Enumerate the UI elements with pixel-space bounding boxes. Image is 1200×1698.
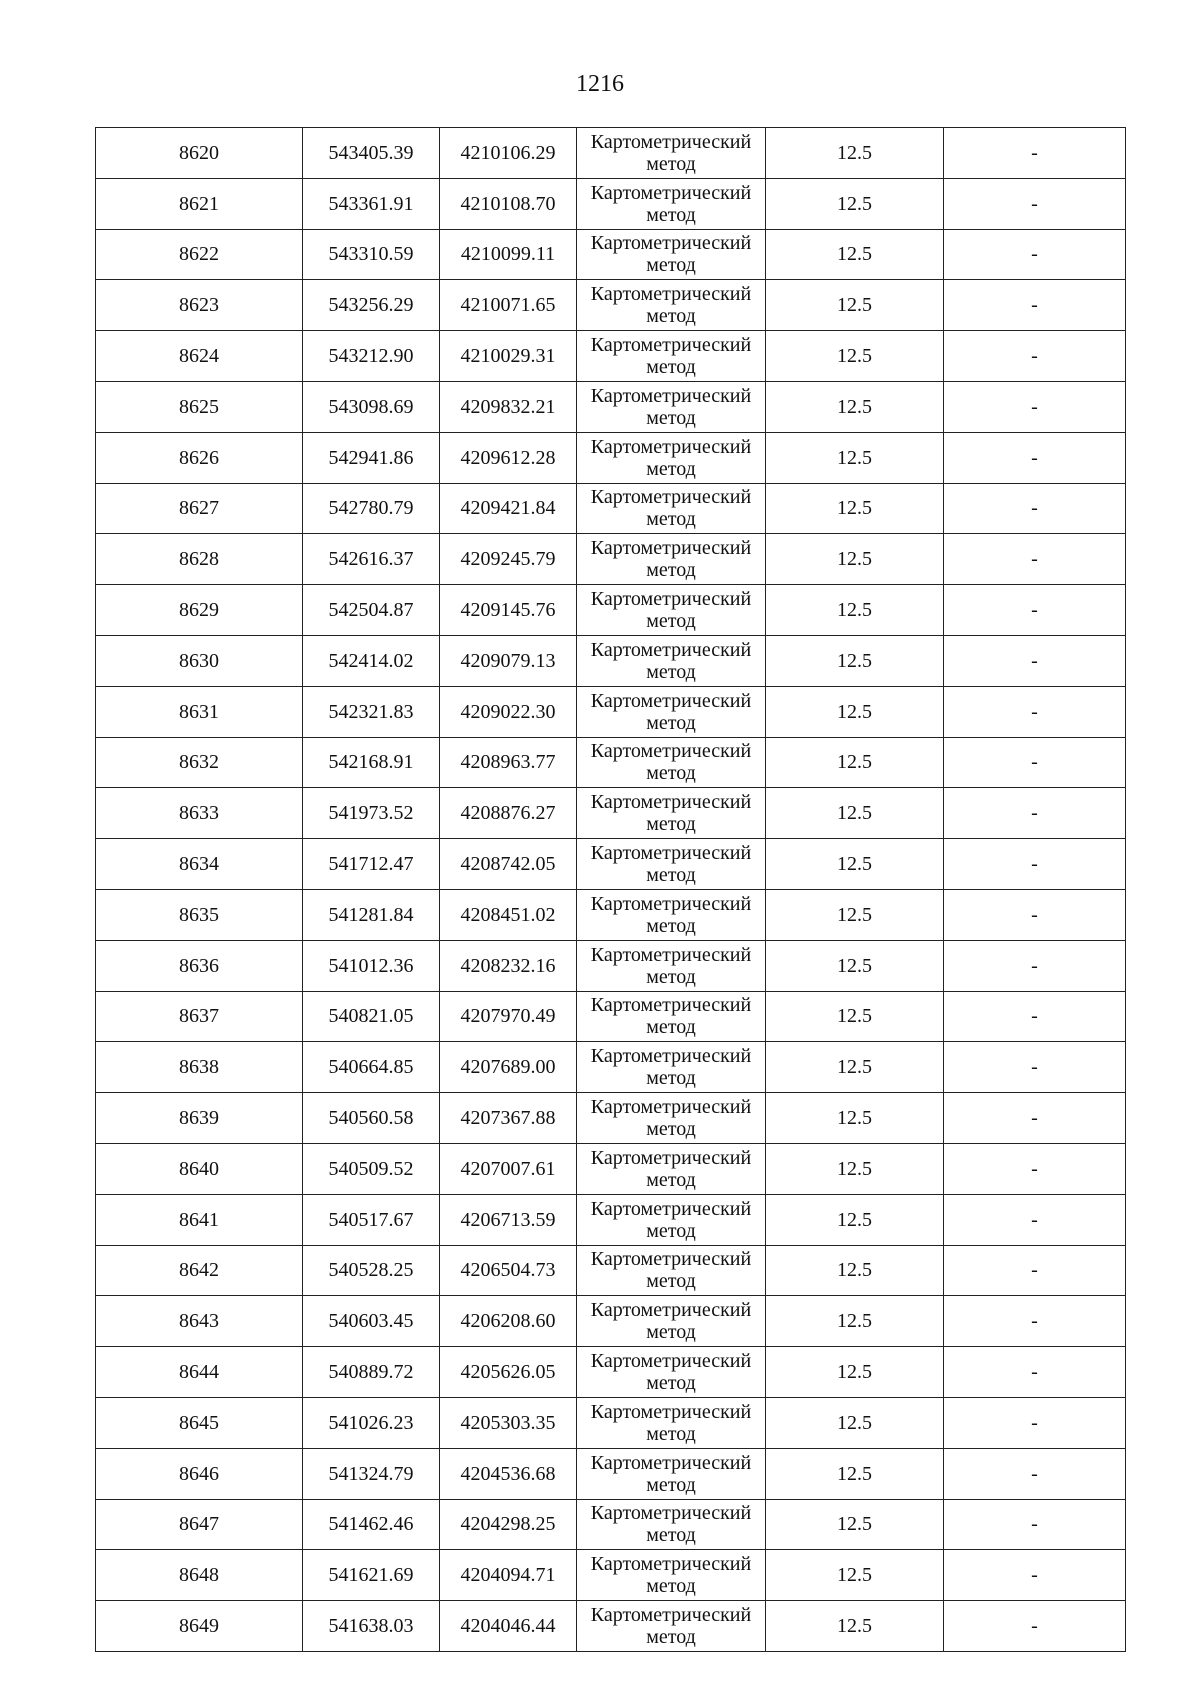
point-number-cell: 8649 <box>96 1601 303 1652</box>
method-line-1: Картометрический <box>590 1350 752 1373</box>
y-coordinate-cell: 4208876.27 <box>440 788 577 839</box>
method-line-2: метод <box>646 1016 696 1039</box>
method-line-1: Картометрический <box>590 334 752 357</box>
accuracy-cell: 12.5 <box>766 432 944 483</box>
y-coordinate-cell: 4207367.88 <box>440 1093 577 1144</box>
method-cell <box>577 1194 766 1245</box>
accuracy-cell: 12.5 <box>766 534 944 585</box>
accuracy-cell: 12.5 <box>766 1499 944 1550</box>
method-cell <box>577 788 766 839</box>
table-row <box>96 686 1126 737</box>
y-coordinate-cell: 4210106.29 <box>440 128 577 179</box>
x-coordinate-cell: 542321.83 <box>303 686 440 737</box>
method-line-2: метод <box>646 1321 696 1344</box>
table-row <box>96 940 1126 991</box>
accuracy-cell: 12.5 <box>766 737 944 788</box>
accuracy-cell: 12.5 <box>766 1245 944 1296</box>
method-line-2: метод <box>646 1473 696 1496</box>
table-row <box>96 1296 1126 1347</box>
method-cell <box>577 432 766 483</box>
accuracy-cell: 12.5 <box>766 1143 944 1194</box>
note-cell: - <box>944 331 1126 382</box>
note-cell: - <box>944 381 1126 432</box>
method-cell <box>577 1397 766 1448</box>
point-number-cell: 8624 <box>96 331 303 382</box>
table-row <box>96 635 1126 686</box>
x-coordinate-cell: 543098.69 <box>303 381 440 432</box>
table-row <box>96 331 1126 382</box>
table-row <box>96 1448 1126 1499</box>
x-coordinate-cell: 542616.37 <box>303 534 440 585</box>
method-line-1: Картометрический <box>590 892 752 915</box>
y-coordinate-cell: 4207007.61 <box>440 1143 577 1194</box>
table-body <box>96 128 1126 1652</box>
note-cell: - <box>944 889 1126 940</box>
method-cell <box>577 1347 766 1398</box>
method-line-1: Картометрический <box>590 232 752 255</box>
y-coordinate-cell: 4206713.59 <box>440 1194 577 1245</box>
method-line-1: Картометрический <box>590 638 752 661</box>
method-line-2: метод <box>646 406 696 429</box>
method-cell <box>577 1143 766 1194</box>
x-coordinate-cell: 540528.25 <box>303 1245 440 1296</box>
method-line-1: Картометрический <box>590 1248 752 1271</box>
method-cell <box>577 1601 766 1652</box>
point-number-cell: 8622 <box>96 229 303 280</box>
point-number-cell: 8643 <box>96 1296 303 1347</box>
y-coordinate-cell: 4208451.02 <box>440 889 577 940</box>
y-coordinate-cell: 4209145.76 <box>440 585 577 636</box>
method-cell <box>577 1499 766 1550</box>
y-coordinate-cell: 4209421.84 <box>440 483 577 534</box>
method-line-2: метод <box>646 965 696 988</box>
y-coordinate-cell: 4208963.77 <box>440 737 577 788</box>
method-cell <box>577 839 766 890</box>
method-line-1: Картометрический <box>590 1299 752 1322</box>
x-coordinate-cell: 543310.59 <box>303 229 440 280</box>
y-coordinate-cell: 4209079.13 <box>440 635 577 686</box>
note-cell: - <box>944 178 1126 229</box>
method-line-2: метод <box>646 1219 696 1242</box>
method-cell <box>577 280 766 331</box>
table-row <box>96 889 1126 940</box>
accuracy-cell: 12.5 <box>766 1042 944 1093</box>
accuracy-cell: 12.5 <box>766 1601 944 1652</box>
method-cell <box>577 381 766 432</box>
table-row <box>96 737 1126 788</box>
y-coordinate-cell: 4209245.79 <box>440 534 577 585</box>
table-row <box>96 432 1126 483</box>
note-cell: - <box>944 1550 1126 1601</box>
y-coordinate-cell: 4210029.31 <box>440 331 577 382</box>
note-cell: - <box>944 1499 1126 1550</box>
method-line-1: Картометрический <box>590 435 752 458</box>
method-cell <box>577 128 766 179</box>
method-line-1: Картометрический <box>590 130 752 153</box>
y-coordinate-cell: 4208742.05 <box>440 839 577 890</box>
method-line-2: метод <box>646 203 696 226</box>
method-line-1: Картометрический <box>590 842 752 865</box>
point-number-cell: 8635 <box>96 889 303 940</box>
point-number-cell: 8629 <box>96 585 303 636</box>
y-coordinate-cell: 4206504.73 <box>440 1245 577 1296</box>
method-line-1: Картометрический <box>590 283 752 306</box>
table-row <box>96 1042 1126 1093</box>
y-coordinate-cell: 4207970.49 <box>440 991 577 1042</box>
method-cell <box>577 1448 766 1499</box>
table-row <box>96 839 1126 890</box>
x-coordinate-cell: 542168.91 <box>303 737 440 788</box>
accuracy-cell: 12.5 <box>766 1093 944 1144</box>
table-row <box>96 178 1126 229</box>
method-line-1: Картометрический <box>590 740 752 763</box>
table-row <box>96 788 1126 839</box>
table-row <box>96 1245 1126 1296</box>
x-coordinate-cell: 541324.79 <box>303 1448 440 1499</box>
method-line-2: метод <box>646 1270 696 1293</box>
method-cell <box>577 534 766 585</box>
table-row <box>96 1093 1126 1144</box>
method-line-2: метод <box>646 711 696 734</box>
method-line-1: Картометрический <box>590 689 752 712</box>
y-coordinate-cell: 4204298.25 <box>440 1499 577 1550</box>
method-cell <box>577 483 766 534</box>
point-number-cell: 8625 <box>96 381 303 432</box>
note-cell: - <box>944 1448 1126 1499</box>
point-number-cell: 8620 <box>96 128 303 179</box>
accuracy-cell: 12.5 <box>766 229 944 280</box>
x-coordinate-cell: 540509.52 <box>303 1143 440 1194</box>
method-line-1: Картометрический <box>590 486 752 509</box>
point-number-cell: 8648 <box>96 1550 303 1601</box>
method-cell <box>577 737 766 788</box>
method-cell <box>577 178 766 229</box>
note-cell: - <box>944 128 1126 179</box>
point-number-cell: 8632 <box>96 737 303 788</box>
table-row <box>96 280 1126 331</box>
y-coordinate-cell: 4209612.28 <box>440 432 577 483</box>
method-line-1: Картометрический <box>590 1553 752 1576</box>
table-row <box>96 1499 1126 1550</box>
x-coordinate-cell: 540664.85 <box>303 1042 440 1093</box>
accuracy-cell: 12.5 <box>766 483 944 534</box>
method-cell <box>577 1296 766 1347</box>
table-row <box>96 1143 1126 1194</box>
note-cell: - <box>944 1601 1126 1652</box>
accuracy-cell: 12.5 <box>766 889 944 940</box>
y-coordinate-cell: 4204094.71 <box>440 1550 577 1601</box>
x-coordinate-cell: 543361.91 <box>303 178 440 229</box>
point-number-cell: 8636 <box>96 940 303 991</box>
accuracy-cell: 12.5 <box>766 178 944 229</box>
note-cell: - <box>944 788 1126 839</box>
method-cell <box>577 889 766 940</box>
accuracy-cell: 12.5 <box>766 1347 944 1398</box>
table-row <box>96 534 1126 585</box>
table-row <box>96 128 1126 179</box>
method-line-2: метод <box>646 254 696 277</box>
accuracy-cell: 12.5 <box>766 128 944 179</box>
accuracy-cell: 12.5 <box>766 1296 944 1347</box>
x-coordinate-cell: 542941.86 <box>303 432 440 483</box>
method-line-2: метод <box>646 1168 696 1191</box>
x-coordinate-cell: 540560.58 <box>303 1093 440 1144</box>
y-coordinate-cell: 4204046.44 <box>440 1601 577 1652</box>
accuracy-cell: 12.5 <box>766 940 944 991</box>
accuracy-cell: 12.5 <box>766 788 944 839</box>
table-row <box>96 585 1126 636</box>
y-coordinate-cell: 4205303.35 <box>440 1397 577 1448</box>
note-cell: - <box>944 483 1126 534</box>
method-line-1: Картометрический <box>590 1451 752 1474</box>
x-coordinate-cell: 542780.79 <box>303 483 440 534</box>
method-line-1: Картометрический <box>590 994 752 1017</box>
table-row <box>96 229 1126 280</box>
y-coordinate-cell: 4204536.68 <box>440 1448 577 1499</box>
note-cell: - <box>944 1296 1126 1347</box>
x-coordinate-cell: 540821.05 <box>303 991 440 1042</box>
method-line-1: Картометрический <box>590 181 752 204</box>
method-line-2: метод <box>646 864 696 887</box>
y-coordinate-cell: 4208232.16 <box>440 940 577 991</box>
method-cell <box>577 991 766 1042</box>
method-line-2: метод <box>646 660 696 683</box>
note-cell: - <box>944 432 1126 483</box>
method-line-2: метод <box>646 914 696 937</box>
x-coordinate-cell: 541281.84 <box>303 889 440 940</box>
method-cell <box>577 331 766 382</box>
table-row <box>96 1601 1126 1652</box>
accuracy-cell: 12.5 <box>766 1448 944 1499</box>
method-line-2: метод <box>646 1524 696 1547</box>
note-cell: - <box>944 1042 1126 1093</box>
x-coordinate-cell: 540603.45 <box>303 1296 440 1347</box>
point-number-cell: 8640 <box>96 1143 303 1194</box>
x-coordinate-cell: 541973.52 <box>303 788 440 839</box>
note-cell: - <box>944 1093 1126 1144</box>
point-number-cell: 8623 <box>96 280 303 331</box>
y-coordinate-cell: 4210108.70 <box>440 178 577 229</box>
method-line-1: Картометрический <box>590 791 752 814</box>
note-cell: - <box>944 940 1126 991</box>
x-coordinate-cell: 543212.90 <box>303 331 440 382</box>
y-coordinate-cell: 4207689.00 <box>440 1042 577 1093</box>
x-coordinate-cell: 541026.23 <box>303 1397 440 1448</box>
method-line-2: метод <box>646 305 696 328</box>
y-coordinate-cell: 4210099.11 <box>440 229 577 280</box>
y-coordinate-cell: 4206208.60 <box>440 1296 577 1347</box>
accuracy-cell: 12.5 <box>766 1550 944 1601</box>
method-line-2: метод <box>646 1372 696 1395</box>
method-line-2: метод <box>646 457 696 480</box>
method-line-2: метод <box>646 813 696 836</box>
accuracy-cell: 12.5 <box>766 1397 944 1448</box>
accuracy-cell: 12.5 <box>766 991 944 1042</box>
point-number-cell: 8647 <box>96 1499 303 1550</box>
note-cell: - <box>944 280 1126 331</box>
method-cell <box>577 1042 766 1093</box>
method-line-1: Картометрический <box>590 1096 752 1119</box>
method-line-2: метод <box>646 1067 696 1090</box>
note-cell: - <box>944 635 1126 686</box>
x-coordinate-cell: 542414.02 <box>303 635 440 686</box>
method-cell <box>577 686 766 737</box>
method-line-2: метод <box>646 1575 696 1598</box>
point-number-cell: 8633 <box>96 788 303 839</box>
x-coordinate-cell: 543405.39 <box>303 128 440 179</box>
method-line-2: метод <box>646 356 696 379</box>
point-number-cell: 8631 <box>96 686 303 737</box>
x-coordinate-cell: 540517.67 <box>303 1194 440 1245</box>
point-number-cell: 8626 <box>96 432 303 483</box>
x-coordinate-cell: 541638.03 <box>303 1601 440 1652</box>
method-cell <box>577 635 766 686</box>
method-line-1: Картометрический <box>590 1045 752 1068</box>
accuracy-cell: 12.5 <box>766 585 944 636</box>
method-line-1: Картометрический <box>590 1146 752 1169</box>
point-number-cell: 8642 <box>96 1245 303 1296</box>
table-row <box>96 1347 1126 1398</box>
point-number-cell: 8638 <box>96 1042 303 1093</box>
point-number-cell: 8637 <box>96 991 303 1042</box>
y-coordinate-cell: 4205626.05 <box>440 1347 577 1398</box>
x-coordinate-cell: 541621.69 <box>303 1550 440 1601</box>
method-line-1: Картометрический <box>590 384 752 407</box>
note-cell: - <box>944 534 1126 585</box>
note-cell: - <box>944 737 1126 788</box>
method-line-1: Картометрический <box>590 943 752 966</box>
table-row <box>96 483 1126 534</box>
method-line-2: метод <box>646 1422 696 1445</box>
table-row <box>96 381 1126 432</box>
method-line-1: Картометрический <box>590 1400 752 1423</box>
x-coordinate-cell: 541712.47 <box>303 839 440 890</box>
method-line-1: Картометрический <box>590 1604 752 1626</box>
page-number: 1216 <box>576 71 624 97</box>
point-number-cell: 8634 <box>96 839 303 890</box>
accuracy-cell: 12.5 <box>766 280 944 331</box>
accuracy-cell: 12.5 <box>766 331 944 382</box>
note-cell: - <box>944 229 1126 280</box>
method-cell <box>577 940 766 991</box>
method-line-2: метод <box>646 1118 696 1141</box>
method-cell <box>577 229 766 280</box>
method-line-1: Картометрический <box>590 588 752 611</box>
accuracy-cell: 12.5 <box>766 839 944 890</box>
method-cell <box>577 1550 766 1601</box>
method-line-2: метод <box>646 610 696 633</box>
x-coordinate-cell: 541012.36 <box>303 940 440 991</box>
point-number-cell: 8621 <box>96 178 303 229</box>
x-coordinate-cell: 541462.46 <box>303 1499 440 1550</box>
method-line-2: метод <box>646 1626 696 1648</box>
point-number-cell: 8644 <box>96 1347 303 1398</box>
note-cell: - <box>944 991 1126 1042</box>
table-row <box>96 1194 1126 1245</box>
y-coordinate-cell: 4209022.30 <box>440 686 577 737</box>
y-coordinate-cell: 4209832.21 <box>440 381 577 432</box>
point-number-cell: 8628 <box>96 534 303 585</box>
accuracy-cell: 12.5 <box>766 1194 944 1245</box>
y-coordinate-cell: 4210071.65 <box>440 280 577 331</box>
point-number-cell: 8639 <box>96 1093 303 1144</box>
note-cell: - <box>944 585 1126 636</box>
accuracy-cell: 12.5 <box>766 635 944 686</box>
method-cell <box>577 1093 766 1144</box>
method-line-2: метод <box>646 762 696 785</box>
method-line-2: метод <box>646 508 696 531</box>
note-cell: - <box>944 1143 1126 1194</box>
method-line-1: Картометрический <box>590 1197 752 1220</box>
note-cell: - <box>944 1245 1126 1296</box>
point-number-cell: 8641 <box>96 1194 303 1245</box>
point-number-cell: 8630 <box>96 635 303 686</box>
x-coordinate-cell: 543256.29 <box>303 280 440 331</box>
method-line-2: метод <box>646 152 696 175</box>
method-cell <box>577 1245 766 1296</box>
note-cell: - <box>944 1194 1126 1245</box>
accuracy-cell: 12.5 <box>766 686 944 737</box>
note-cell: - <box>944 686 1126 737</box>
table-row <box>96 991 1126 1042</box>
method-line-2: метод <box>646 559 696 582</box>
table-row <box>96 1550 1126 1601</box>
x-coordinate-cell: 542504.87 <box>303 585 440 636</box>
point-number-cell: 8627 <box>96 483 303 534</box>
note-cell: - <box>944 1397 1126 1448</box>
accuracy-cell: 12.5 <box>766 381 944 432</box>
point-number-cell: 8646 <box>96 1448 303 1499</box>
point-number-cell: 8645 <box>96 1397 303 1448</box>
note-cell: - <box>944 1347 1126 1398</box>
coordinates-table <box>95 127 1126 1652</box>
method-line-1: Картометрический <box>590 1502 752 1525</box>
note-cell: - <box>944 839 1126 890</box>
method-cell <box>577 585 766 636</box>
x-coordinate-cell: 540889.72 <box>303 1347 440 1398</box>
table-row <box>96 1397 1126 1448</box>
method-line-1: Картометрический <box>590 537 752 560</box>
